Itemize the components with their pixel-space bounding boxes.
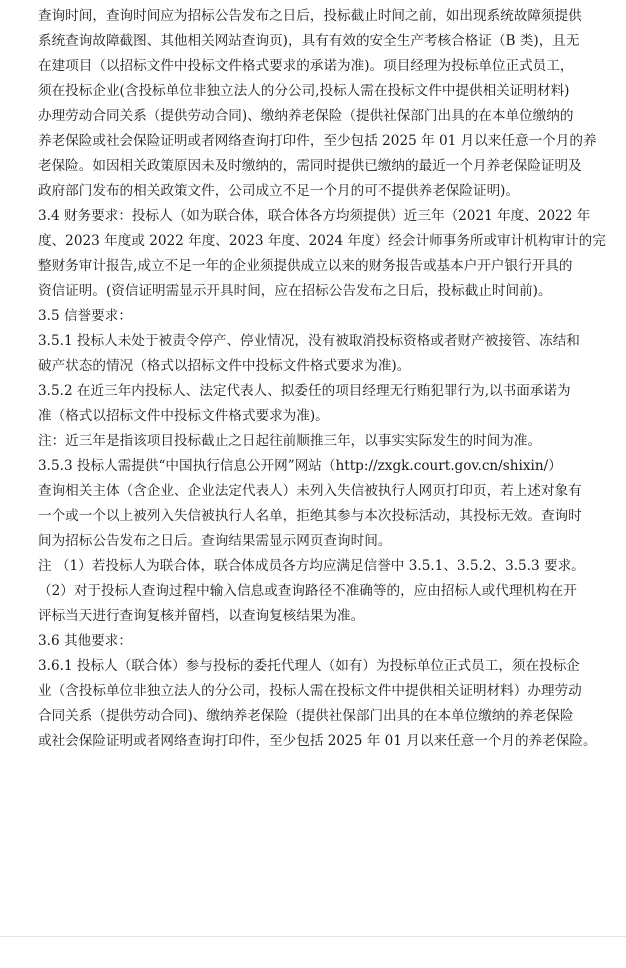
text-line-6: 养老保险或社会保险证明或者网络查询打印件，至少包括 2025 年 01 月以来任意一个月的养 [38, 133, 597, 149]
text-line-25: 评标当天进行查询复核并留档，以查询复核结果为准。 [38, 608, 365, 624]
text-line-12: 资信证明。(资信证明需显示开具时间，应在招标公告发布之日后，投标截止时间前)。 [38, 283, 552, 299]
section-3-5-1-line: 3.5.1 投标人未处于被责令停产、停业情况，没有被取消投标资格或者财产被接管、冻结和 [38, 333, 580, 349]
section-3-5-3-line: 3.5.3 投标人需提供“中国执行信息公开网”网站（http://zxgk.court.gov.cn/shixin/） [38, 458, 562, 474]
section-3-6-1-line: 3.6.1 投标人（联合体）参与投标的委托代理人（如有）为投标单位正式员工，须在投标企 [38, 658, 580, 674]
text-line-30: 或社会保险证明或者网络查询打印件，至少包括 2025 年 01 月以来任意一个月的养老保险。 [38, 733, 597, 749]
text-line-7: 老保险。如因相关政策原因未及时缴纳的，需同时提供已缴纳的最近一个月养老保险证明及 [38, 158, 582, 174]
section-3-6-heading: 3.6 其他要求： [38, 633, 132, 649]
text-line-11: 整财务审计报告,成立不足一年的企业须提供成立以来的财务报告或基本户开户银行开具的 [38, 258, 573, 274]
document-page [38, 4, 613, 754]
text-line-8: 政府部门发布的相关政策文件，公司成立不足一个月的可不提供养老保险证明)。 [38, 183, 520, 199]
text-line-22: 间为招标公告发布之日后。查询结果需显示网页查询时间。 [38, 533, 392, 549]
note-1-line: 注 （1）若投标人为联合体，联合体成员各方均应满足信誉中 3.5.1、3.5.2、3.5.3 要求。 [38, 558, 585, 574]
text-line-20: 查询相关主体（含企业、企业法定代表人）未列入失信被执行人网页打印页，若上述对象有 [38, 483, 582, 499]
page-divider [0, 936, 626, 937]
text-line-5: 办理劳动合同关系（提供劳动合同)、缴纳养老保险（提供社保部门出具的在本单位缴纳的 [38, 108, 574, 124]
note-2-line: （2）对于投标人查询过程中输入信息或查询路径不准确等的，应由招标人或代理机构在开 [38, 583, 577, 599]
note-line: 注：近三年是指该项目投标截止之日起往前顺推三年，以事实实际发生的时间为准。 [38, 433, 541, 449]
text-line-2: 系统查询故障截图、其他相关网站查询页)，具有有效的安全生产考核合格证（B 类)，且无 [38, 33, 580, 49]
section-3-4-heading-line: 3.4 财务要求：投标人（如为联合体，联合体各方均须提供）近三年（2021 年度、2022 年 [38, 208, 591, 224]
section-3-5-heading: 3.5 信誉要求： [38, 308, 132, 324]
text-line-29: 合同关系（提供劳动合同)、缴纳养老保险（提供社保部门出具的在本单位缴纳的养老保险 [38, 708, 574, 724]
text-line-10: 度、2023 年度或 2022 年度、2023 年度、2024 年度）经会计师事务所或审计机构审计的完 [38, 233, 606, 249]
text-line-21: 一个或一个以上被列入失信被执行人名单，拒绝其参与本次投标活动，其投标无效。查询时 [38, 508, 582, 524]
text-line-1: 查询时间，查询时间应为招标公告发布之日后，投标截止时间之前，如出现系统故障须提供 [38, 8, 582, 24]
section-3-5-2-line: 3.5.2 在近三年内投标人、法定代表人、拟委任的项目经理无行贿犯罪行为,以书面承诺为 [38, 383, 571, 399]
text-line-28: 业（含投标单位非独立法人的分公司，投标人需在投标文件中提供相关证明材料）办理劳动 [38, 683, 582, 699]
text-line-17: 准（格式以招标文件中投标文件格式要求为准)。 [38, 408, 329, 424]
text-line-4: 须在投标企业(含投标单位非独立法人的分公司,投标人需在投标文件中提供相关证明材料) [38, 83, 570, 99]
text-line-3: 在建项目（以招标文件中投标文件格式要求的承诺为准)。项目经理为投标单位正式员工， [38, 58, 574, 74]
text-line-15: 破产状态的情况（格式以招标文件中投标文件格式要求为准)。 [38, 358, 411, 374]
